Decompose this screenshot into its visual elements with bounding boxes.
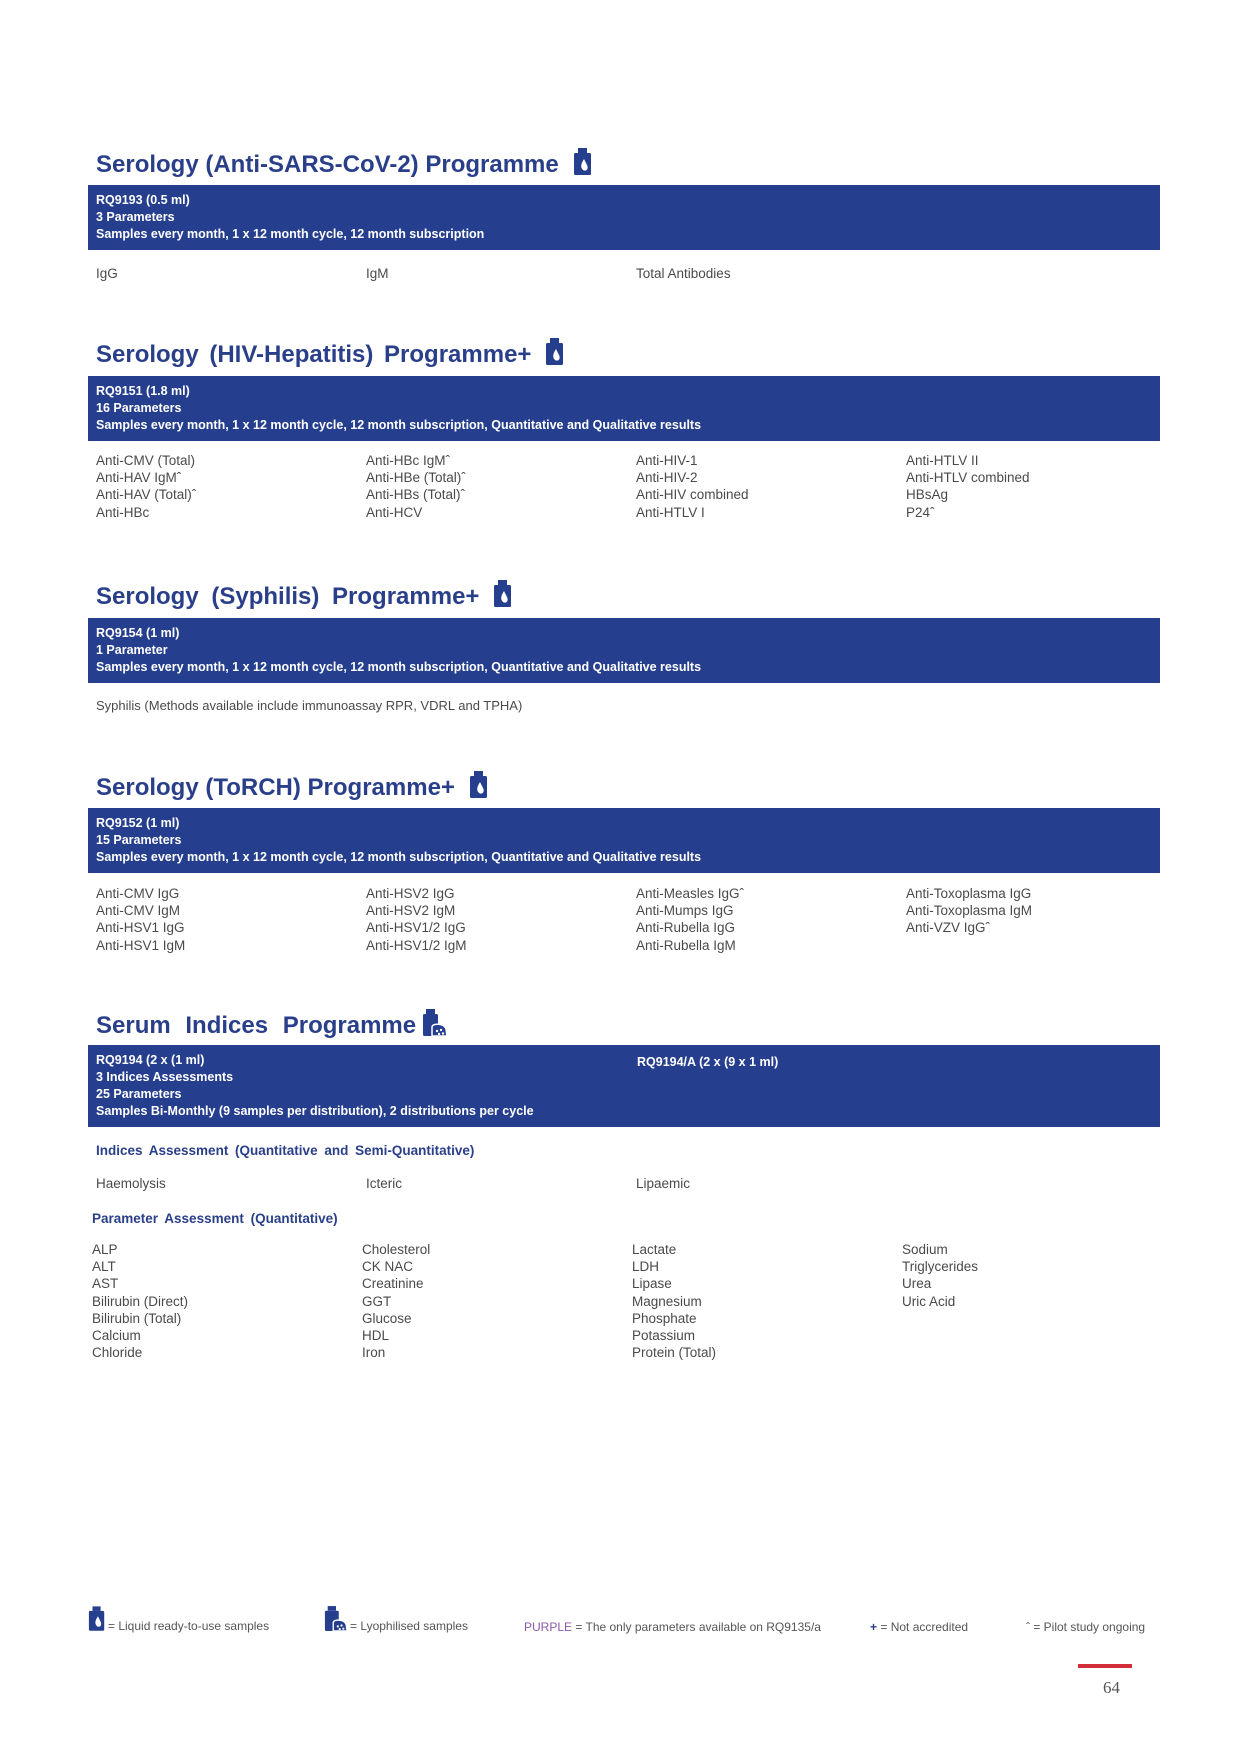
section-title: Serology (ToRCH) Programme+ — [96, 771, 489, 806]
list-item: Calcium — [92, 1328, 141, 1344]
list-item: Anti-Toxoplasma IgG — [906, 886, 1032, 901]
list-item: Anti-Rubella IgM — [636, 937, 736, 953]
list-item: Anti-HSV1/2 IgM — [366, 937, 467, 953]
list-item: Potassium — [632, 1328, 696, 1344]
section-title: Serum Indices Programme — [96, 1009, 448, 1044]
list-item: Anti-CMV IgG — [96, 886, 180, 901]
list-item: HBsAg — [906, 487, 949, 503]
legend-liquid: = Liquid ready-to-use samples — [88, 1606, 269, 1635]
list-item: Anti-HBe (Total)ˆ — [366, 470, 466, 486]
legend-pilot-study: ˆ = Pilot study ongoing — [1026, 1620, 1146, 1634]
section-title: Serology (HIV-Hepatitis) Programme+ — [96, 338, 565, 373]
list-item: Anti-HAV IgMˆ — [96, 470, 182, 486]
list-item: Anti-HIV-1 — [636, 453, 698, 468]
list-item: Anti-HSV2 IgM — [366, 903, 456, 919]
list-item: Anti-HCV — [366, 504, 423, 520]
liquid-bottle-icon — [88, 1606, 106, 1635]
list-item: Urea — [902, 1276, 932, 1292]
lyophilised-bottle-icon — [324, 1606, 348, 1635]
list-item: Bilirubin (Total) — [92, 1310, 182, 1326]
list-item: Anti-HSV1 IgG — [96, 920, 185, 936]
list-item: Uric Acid — [902, 1293, 956, 1309]
list-item: Total Antibodies — [636, 266, 731, 281]
legend-not-accredited: + = Not accredited — [870, 1620, 969, 1634]
list-item: Anti-HIV-2 — [636, 470, 698, 486]
list-item: Anti-HTLV combined — [906, 470, 1030, 486]
liquid-bottle-icon — [469, 771, 489, 806]
list-item: LDH — [632, 1259, 660, 1275]
variant-code: RQ9194/A (2 x (9 x 1 ml) — [637, 1055, 779, 1069]
programme-bar: RQ9151 (1.8 ml) 16 Parameters Samples every month, 1 x 12 month cycle, 12 month subscription, Quantitative and Qualitative results — [88, 376, 1160, 441]
list-item: Haemolysis — [96, 1176, 166, 1191]
list-item: Sodium — [902, 1242, 948, 1257]
list-item: Cholesterol — [362, 1242, 431, 1257]
list-item: CK NAC — [362, 1259, 414, 1275]
indices-heading: Indices Assessment (Quantitative and Semi-Quantitative) — [96, 1143, 475, 1158]
list-item: GGT — [362, 1293, 392, 1309]
list-item: Lipaemic — [636, 1176, 691, 1191]
liquid-bottle-icon — [545, 338, 565, 373]
liquid-bottle-icon — [573, 148, 593, 183]
list-item: Anti-HTLV I — [636, 504, 705, 520]
list-item: Triglycerides — [902, 1259, 979, 1275]
list-item: Phosphate — [632, 1310, 697, 1326]
list-item: Anti-HSV1 IgM — [96, 937, 186, 953]
programme-bar: RQ9193 (0.5 ml) 3 Parameters Samples every month, 1 x 12 month cycle, 12 month subscription — [88, 185, 1160, 250]
list-item: Iron — [362, 1345, 386, 1361]
programme-bar: RQ9152 (1 ml) 15 Parameters Samples every month, 1 x 12 month cycle, 12 month subscription, Quantitative and Qualitative results — [88, 808, 1160, 873]
page-accent-bar — [1078, 1664, 1132, 1668]
list-item: IgM — [366, 266, 389, 281]
list-item: AST — [92, 1276, 119, 1292]
list-item: ALP — [92, 1242, 118, 1257]
list-item: Anti-HBc IgMˆ — [366, 453, 451, 468]
section-title: Serology (Anti-SARS-CoV-2) Programme — [96, 148, 593, 183]
list-item: HDL — [362, 1328, 390, 1344]
method-note: Syphilis (Methods available include immunoassay RPR, VDRL and TPHA) — [96, 698, 523, 713]
list-item: Anti-Rubella IgG — [636, 920, 736, 936]
list-item: Anti-Toxoplasma IgM — [906, 903, 1033, 919]
list-item: ALT — [92, 1259, 116, 1275]
page-number: 64 — [1103, 1678, 1120, 1697]
list-item: Anti-HBs (Total)ˆ — [366, 487, 466, 503]
list-item: IgG — [96, 266, 118, 281]
list-item: Anti-Measles IgGˆ — [636, 886, 745, 901]
lyophilised-bottle-icon — [422, 1009, 448, 1044]
parameter-heading: Parameter Assessment (Quantitative) — [92, 1211, 338, 1226]
list-item: Anti-Mumps IgG — [636, 903, 734, 919]
list-item: Anti-HSV1/2 IgG — [366, 920, 466, 936]
list-item: Magnesium — [632, 1293, 702, 1309]
list-item: Lipase — [632, 1276, 672, 1292]
list-item: Anti-HSV2 IgG — [366, 886, 455, 901]
list-item: Anti-HIV combined — [636, 487, 749, 503]
list-item: Glucose — [362, 1310, 412, 1326]
list-item: Lactate — [632, 1242, 677, 1257]
list-item: Protein (Total) — [632, 1345, 717, 1361]
legend-purple: PURPLE = The only parameters available on RQ9135/a — [524, 1620, 821, 1634]
programme-bar: RQ9194 (2 x (1 ml) 3 Indices Assessments 25 Parameters Samples Bi-Monthly (9 samples per distribution), 2 distributions per cycle RQ9194/A (2 x (9 x 1 ml) — [88, 1045, 1160, 1127]
list-item: Icteric — [366, 1176, 403, 1191]
list-item: P24ˆ — [906, 504, 935, 520]
list-item: Anti-CMV IgM — [96, 903, 181, 919]
legend-lyophilised: = Lyophilised samples — [324, 1606, 468, 1635]
section-title: Serology (Syphilis) Programme+ — [96, 580, 513, 615]
list-item: Anti-HBc — [96, 504, 150, 520]
list-item: Creatinine — [362, 1276, 424, 1292]
list-item: Anti-HAV (Total)ˆ — [96, 487, 197, 503]
programme-bar: RQ9154 (1 ml) 1 Parameter Samples every month, 1 x 12 month cycle, 12 month subscription, Quantitative and Qualitative results — [88, 618, 1160, 683]
list-item: Bilirubin (Direct) — [92, 1293, 189, 1309]
list-item: Anti-HTLV II — [906, 453, 979, 468]
list-item: Anti-CMV (Total) — [96, 453, 196, 468]
list-item: Anti-VZV IgGˆ — [906, 920, 991, 936]
list-item: Chloride — [92, 1345, 143, 1361]
liquid-bottle-icon — [493, 580, 513, 615]
